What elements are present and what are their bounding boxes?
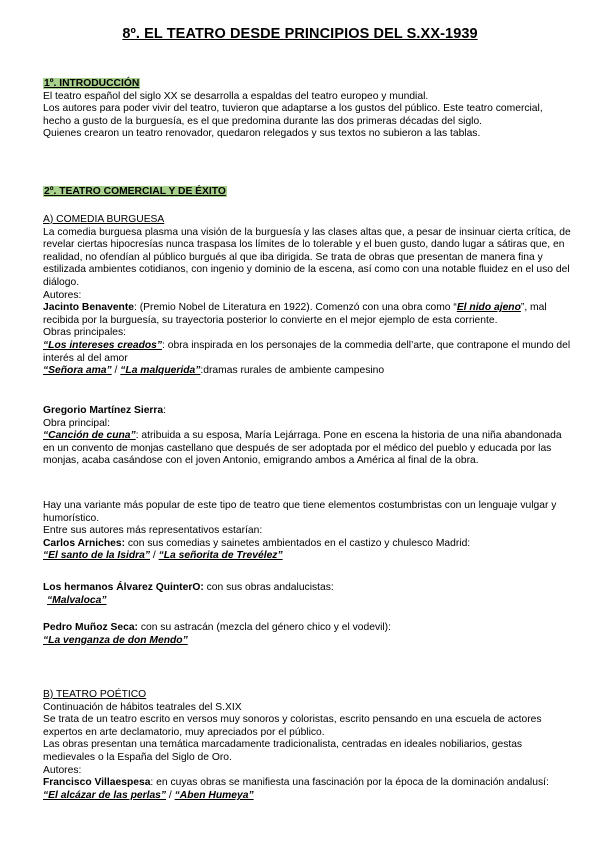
sub-a-heading: A) COMEDIA BURGUESA: [43, 214, 165, 225]
arniches-paragraph: Carlos Arniches: con sus comedias y sainetes ambientados en el castizo y chulesco Madrid:: [43, 537, 471, 549]
work-intereses-creados: “Los intereses creados”: [43, 339, 163, 351]
work-senorita-trevelez: “La señorita de Trevélez”: [158, 550, 283, 562]
cancion-paragraph: “Canción de cuna”: atribuida a su esposa, María Lejárraga. Pone en escena la historia de una niña abandonada en un convento de monjas castellano que después de ser adoptada por el médico del pueblo y educada por las monjas, acaba casándose con el joven Antonio, emigrando ambos a América al final de la obra.: [43, 430, 562, 467]
work-malvaloca: “Malvaloca”: [47, 594, 107, 606]
work-aben-humeya: “Aben Humeya”: [174, 789, 254, 801]
munoz-seca-section: Pedro Muñoz Seca: con su astracán (mezcla del género chico y el vodevil): “La venganza de don Mendo”: [43, 622, 391, 646]
work-el-nido-ajeno: El nido ajeno: [456, 302, 521, 314]
comedia-burguesa-section: [43, 214, 573, 378]
variante-text: Hay una variante más popular de este tipo de teatro que tiene elementos costumbristas con un lenguaje vulgar y humorístico.: [43, 500, 557, 524]
intro-line-3: Quienes crearon un teatro renovador, quedaron relegados y sus textos no subieron a las tablas.: [43, 128, 481, 140]
villaespesa-works: “El alcázar de las perlas” / “Aben Humeya”: [43, 789, 254, 801]
intro-line-1: El teatro español del siglo XX se desarrolla a espaldas del teatro europeo y mundial.: [43, 90, 429, 102]
quintero-name: Los hermanos Álvarez QuinterO:: [43, 582, 204, 593]
comercial-heading: 2º. TEATRO COMERCIAL Y DE ÉXITO: [44, 186, 226, 197]
poetico-line-1: Continuación de hábitos teatrales del S.XIX: [43, 701, 242, 713]
benavente-paragraph: Jacinto Benavente: (Premio Nobel de Literatura en 1922). Comenzó con una obra como “El nido ajeno”, mal recibida por la burguesía, su trayectoria posterior lo convierte en el mejor ejemplo de esta corriente.: [43, 302, 547, 326]
work-alcazar-perlas: “El alcázar de las perlas”: [43, 789, 167, 801]
work-cancion-de-cuna: “Canción de cuna”: [43, 430, 136, 442]
obras-principales-label: Obras principales:: [43, 327, 126, 339]
poetico-autores-label: Autores:: [43, 764, 82, 776]
autores-label: Autores:: [43, 289, 82, 301]
intereses-paragraph: “Los intereses creados”: obra inspirada en los personajes de la commedia dell’arte, que contrapone el mundo del interés al del amor: [43, 339, 571, 364]
work-senora-ama: “Señora ama”: [43, 365, 112, 377]
teatro-poetico-section: [43, 689, 573, 802]
poetico-line-2: Se trata de un teatro escrito en versos muy sonoros y coloristas, escrito pensando en una escuela de actores expertos en arte declamatorio, muy apreciados por el público.: [43, 714, 542, 738]
arniches-works: “El santo de la Isidra” / “La señorita de Trevélez”: [43, 550, 283, 562]
munoz-name: Pedro Muñoz Seca:: [43, 622, 138, 633]
work-santo-isidra: “El santo de la Isidra”: [43, 550, 151, 562]
rurales-paragraph: “Señora ama” / “La malquerida”:dramas rurales de ambiente campesino: [43, 365, 385, 377]
work-la-malquerida: “La malquerida”: [120, 365, 201, 377]
benavente-name: Jacinto Benavente: [43, 302, 134, 314]
variante-section: [43, 500, 573, 563]
comedia-desc: La comedia burguesa plasma una visión de la burguesía y las clases altas que, a pesar de insinuar cierta crítica, de revelar ciertas hipocresías nunca traspasa los límites de lo tolerable y el buen gusto, dando lugar a sátiras que, en realidad, no ofendían al público burgués al que iba dirigida. Se trata de obras que presentan de manera fina y estilizada ambientes cotidianos, con ingenio y dominio de la escena, así como con una notable fluidez en el uso del diálogo.: [43, 226, 571, 288]
arniches-name: Carlos Arniches:: [43, 537, 126, 549]
sub-b-heading: B) TEATRO POÉTICO: [43, 689, 147, 700]
martinez-sierra-section: Gregorio Martínez Sierra: Obra principal: “Canción de cuna”: atribuida a su esposa, María Lejárraga. Pone en escena la historia de una niña abandonada en un convento de monjas castellano que después de ser adoptada por el médico del pueblo y educada por las monjas, acaba casándose con el joven Antonio, emigrando ambos a América al final de la obra.: [43, 405, 573, 468]
intro-section: [43, 78, 573, 141]
poetico-line-3: Las obras presentan una temática marcadamente tradicionalista, centradas en ideales nobiliarios, gestas medievales o la España del Siglo de Oro.: [43, 739, 523, 763]
page-title: 8º. EL TEATRO DESDE PRINCIPIOS DEL S.XX-1939: [122, 26, 478, 42]
entre-text: Entre sus autores más representativos estarían:: [43, 525, 263, 537]
quintero-section: Los hermanos Álvarez QuinterO: con sus obras andalucistas: “Malvaloca”: [43, 582, 334, 606]
work-venganza-don-mendo: “La venganza de don Mendo”: [43, 634, 188, 646]
intro-heading: 1º. INTRODUCCIÓN: [44, 78, 140, 89]
obra-principal-label: Obra principal:: [43, 417, 110, 429]
intro-line-2: Los autores para poder vivir del teatro, tuvieron que adaptarse a los gustos del público. Este teatro comercial, hecho a gusto de la burguesía, es el que predomina durante las dos primeras décadas del siglo.: [43, 103, 543, 127]
villaespesa-name: Francisco Villaespesa: [43, 777, 151, 789]
comercial-heading-block: [43, 186, 573, 199]
martinez-name: Gregorio Martínez Sierra: [43, 405, 164, 416]
villaespesa-paragraph: Francisco Villaespesa: en cuyas obras se manifiesta una fascinación por la época de la dominación andalusí:: [43, 777, 549, 789]
